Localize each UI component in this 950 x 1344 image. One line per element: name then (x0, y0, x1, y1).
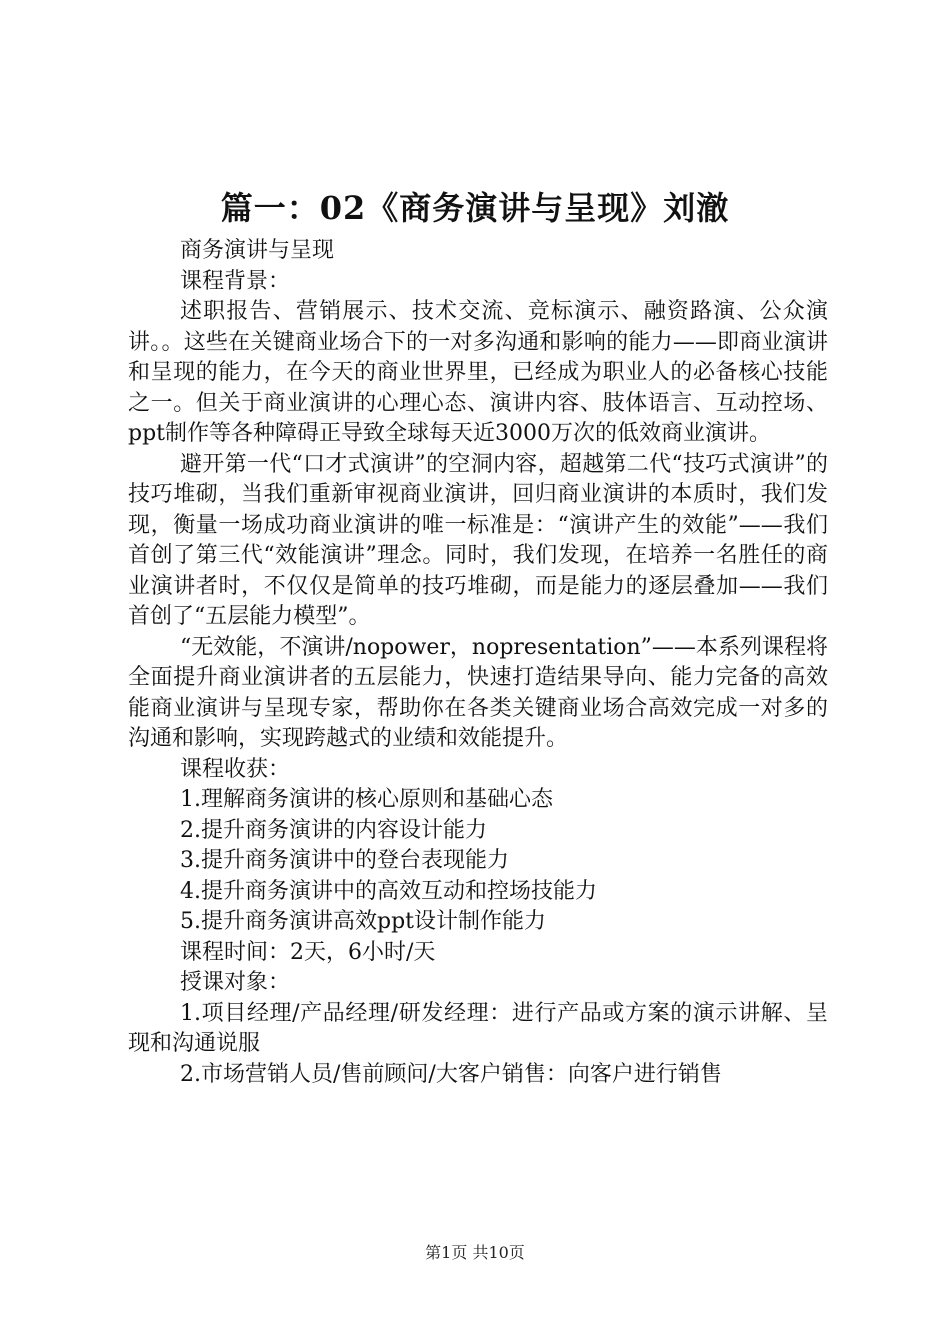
course-duration: 课程时间：2天，6小时/天 (180, 939, 436, 965)
background-heading: 课程背景： (180, 268, 291, 294)
background-paragraph: “无效能，不演讲/nopower，nopresentation”——本系列课程将全面提升商业演讲者的五层能力，快速打造结果导向、能力完备的高效能商业演讲与呈现专家，帮助你在各类关键商业场合高效完成一对多的沟通和影响，实现跨越式的业绩和效能提升。 (128, 634, 828, 751)
background-paragraph: 述职报告、营销展示、技术交流、竞标演示、融资路演、公众演讲。。这些在关键商业场合下的一对多沟通和影响的能力——即商业演讲和呈现的能力，在今天的商业世界里，已经成为职业人的必备核心技能之一。但关于商业演讲的心理心态、演讲内容、肢体语言、互动控场、ppt制作等各种障碍正导致全球每天近3000万次的低效商业演讲。 (128, 299, 828, 446)
gain-item: 3.提升商务演讲中的登台表现能力 (180, 848, 509, 873)
document-title: 篇一：02《商务演讲与呈现》刘澈 (220, 189, 730, 227)
gains-heading: 课程收获： (180, 756, 291, 782)
course-subtitle: 商务演讲与呈现 (180, 238, 335, 263)
gain-item: 1.理解商务演讲的核心原则和基础心态 (180, 787, 553, 812)
audience-item: 1.项目经理/产品经理/研发经理：进行产品或方案的演示讲解、呈现和沟通说服 (128, 1000, 828, 1056)
audience-heading: 授课对象： (180, 970, 291, 995)
gain-item: 2.提升商务演讲的内容设计能力 (180, 817, 487, 843)
page-indicator: 第1页 共10页 (425, 1243, 525, 1262)
document-body (128, 236, 828, 1090)
background-paragraph: 避开第一代“口才式演讲”的空洞内容，超越第二代“技巧式演讲”的技巧堆砌，当我们重新审视商业演讲，回归商业演讲的本质时，我们发现，衡量一场成功商业演讲的唯一标准是：“演讲产生的效能”——我们首创了第三代“效能演讲”理念。同时，我们发现，在培养一名胜任的商业演讲者时，不仅仅是简单的技巧堆砌，而是能力的逐层叠加——我们首创了“五层能力模型”。 (128, 451, 828, 629)
gain-item: 4.提升商务演讲中的高效互动和控场技能力 (180, 878, 597, 904)
audience-item: 2.市场营销人员/售前顾问/大客户销售：向客户进行销售 (180, 1061, 722, 1087)
gain-item: 5.提升商务演讲高效ppt设计制作能力 (180, 909, 546, 934)
